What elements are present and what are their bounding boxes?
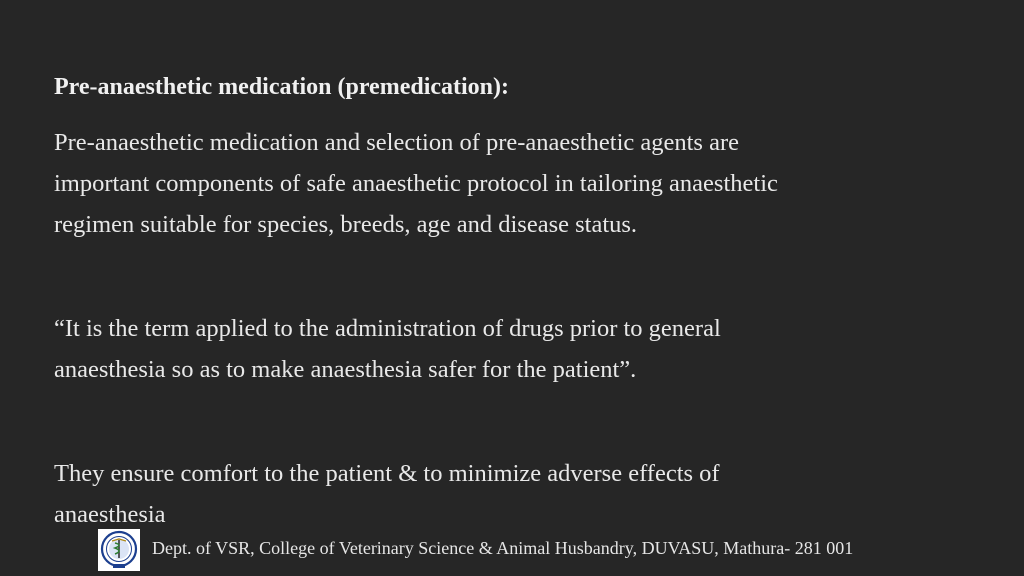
paragraph-definition-context [54, 122, 954, 245]
paragraph-line: anaesthesia [54, 501, 166, 528]
slide-footer [98, 529, 978, 571]
paragraph-line: Pre-anaesthetic medication and selection of pre-anaesthetic agents are [54, 129, 739, 156]
paragraph-line: important components of safe anaesthetic protocol in tailoring anaesthetic [54, 170, 778, 197]
university-crest-icon [98, 529, 140, 571]
paragraph-line: “It is the term applied to the administration of drugs prior to general [54, 315, 721, 342]
footer-department-text: Dept. of VSR, College of Veterinary Science & Animal Husbandry, DUVASU, Mathura- 281 001 [152, 538, 854, 558]
paragraph-line: regimen suitable for species, breeds, age and disease status. [54, 211, 638, 238]
paragraph-purpose [54, 453, 954, 535]
paragraph-line: They ensure comfort to the patient & to minimize adverse effects of [54, 460, 720, 487]
paragraph-line: anaesthesia so as to make anaesthesia safer for the patient”. [54, 356, 637, 383]
slide-heading: Pre-anaesthetic medication (premedication): [54, 74, 510, 100]
paragraph-quote [54, 308, 954, 390]
